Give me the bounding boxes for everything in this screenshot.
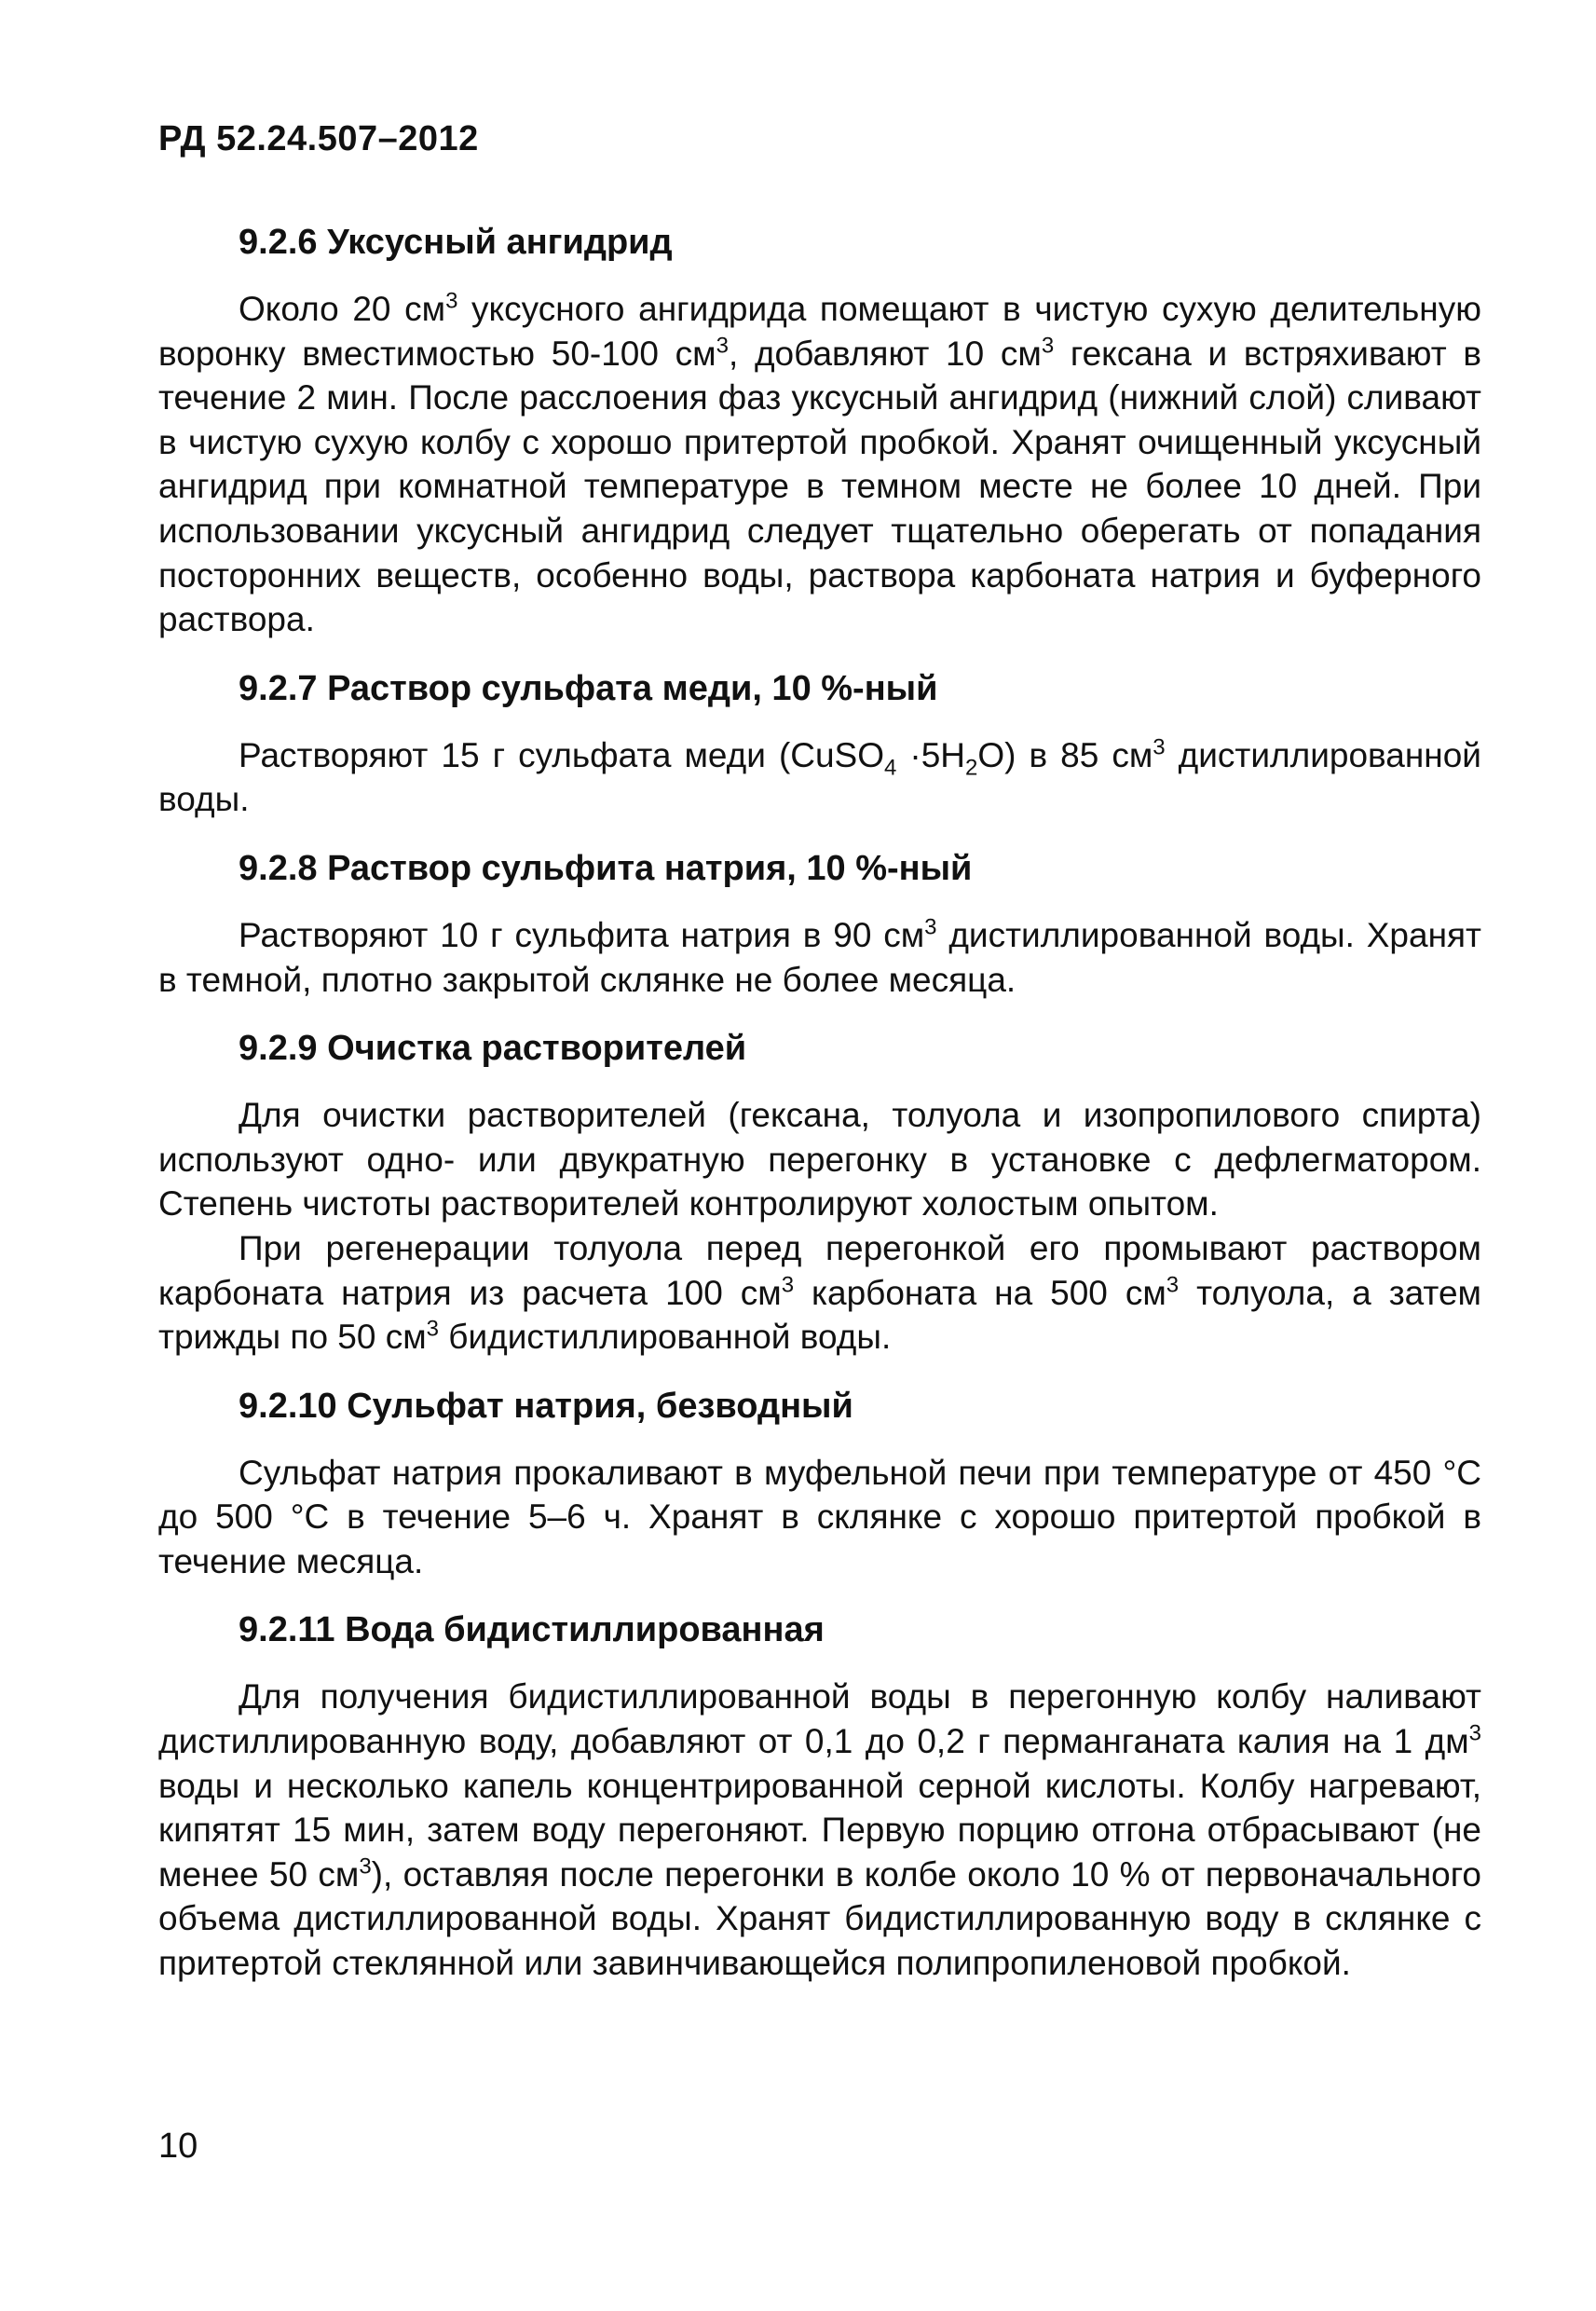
document-code: РД 52.24.507–2012 bbox=[158, 119, 479, 158]
paragraph: Для очистки растворителей (гексана, толуола и изопропилового спирта) используют одно- или двукратную перегонку в установке с дефлегматором. Степень чистоты растворителей контролируют холостым опытом. bbox=[158, 1096, 1481, 1224]
section-heading: 9.2.6 Уксусный ангидрид bbox=[239, 223, 673, 262]
section bbox=[158, 1384, 1481, 1584]
document-page bbox=[158, 0, 1481, 2311]
paragraph: При регенерации толуола перед перегонкой его промывают раствором карбоната натрия из расчета 100 $см^3$ карбоната на 500 $см^3$ толуола, а затем трижды по 50 $см^3$ бидистиллированной воды. bbox=[158, 1228, 1481, 1357]
section bbox=[158, 220, 1481, 642]
section-heading: 9.2.9 Очистка растворителей bbox=[239, 1029, 747, 1069]
document-body bbox=[158, 220, 1481, 1986]
paragraph: Около 20 $см^3$ уксусного ангидрида помещают в чистую сухую делительную воронку вместимостью 50-100 $см^3$, добавляют 10 $см^3$ гексана и встряхивают в течение 2 мин. После расслоения фаз уксусный ангидрид (нижний слой) сливают в чистую сухую колбу с хорошо притертой пробкой. Хранят очищенный уксусный ангидрид при комнатной температуре в темном месте не более 10 дней. При использовании уксусный ангидрид следует тщательно оберегать от попадания посторонних веществ, особенно воды, раствора карбоната натрия и буферного раствора. bbox=[158, 288, 1481, 639]
section bbox=[158, 1026, 1481, 1360]
paragraph: Сульфат натрия прокаливают в муфельной печи при температуре от 450 °С до 500 °С в течение 5–6 ч. Хранят в склянке с хорошо притертой пробкой в течение месяца. bbox=[158, 1453, 1481, 1580]
section-heading: 9.2.10 Сульфат натрия, безводный bbox=[239, 1386, 853, 1426]
page-number: 10 bbox=[158, 2126, 198, 2166]
section-heading: 9.2.8 Раствор сульфита натрия, 10 %-ный bbox=[239, 848, 973, 888]
paragraph: Растворяют 10 г сульфита натрия в 90 $см^3$ дистиллированной воды. Хранят в темной, плотно закрытой склянке не более месяца. bbox=[158, 914, 1481, 999]
section bbox=[158, 1607, 1481, 1985]
paragraph: Растворяют 15 г сульфата меди (CuSO$_4$ $\cdot 5H_2O$) в 85 $см^3$ дистиллированной воды. bbox=[158, 734, 1481, 819]
paragraph: Для получения бидистиллированной воды в перегонную колбу наливают дистиллированную воду, добавляют от 0,1 до 0,2 г перманганата калия на 1 $дм^3$ воды и несколько капель концентрированной серной кислоты. Колбу нагревают, кипятят 15 мин, затем воду перегоняют. Первую порцию отгона отбрасывают (не менее 50 $см^3$), оставляя после перегонки в колбе около 10 % от первоначального объема дистиллированной воды. Хранят бидистиллированную воду в склянке с притертой стеклянной или завинчивающейся полипропиленовой пробкой. bbox=[158, 1677, 1482, 1983]
section bbox=[158, 846, 1481, 1002]
section-heading: 9.2.7 Раствор сульфата меди, 10 %-ный bbox=[239, 668, 938, 708]
section bbox=[158, 666, 1481, 822]
section-heading: 9.2.11 Вода бидистиллированная bbox=[239, 1610, 825, 1650]
